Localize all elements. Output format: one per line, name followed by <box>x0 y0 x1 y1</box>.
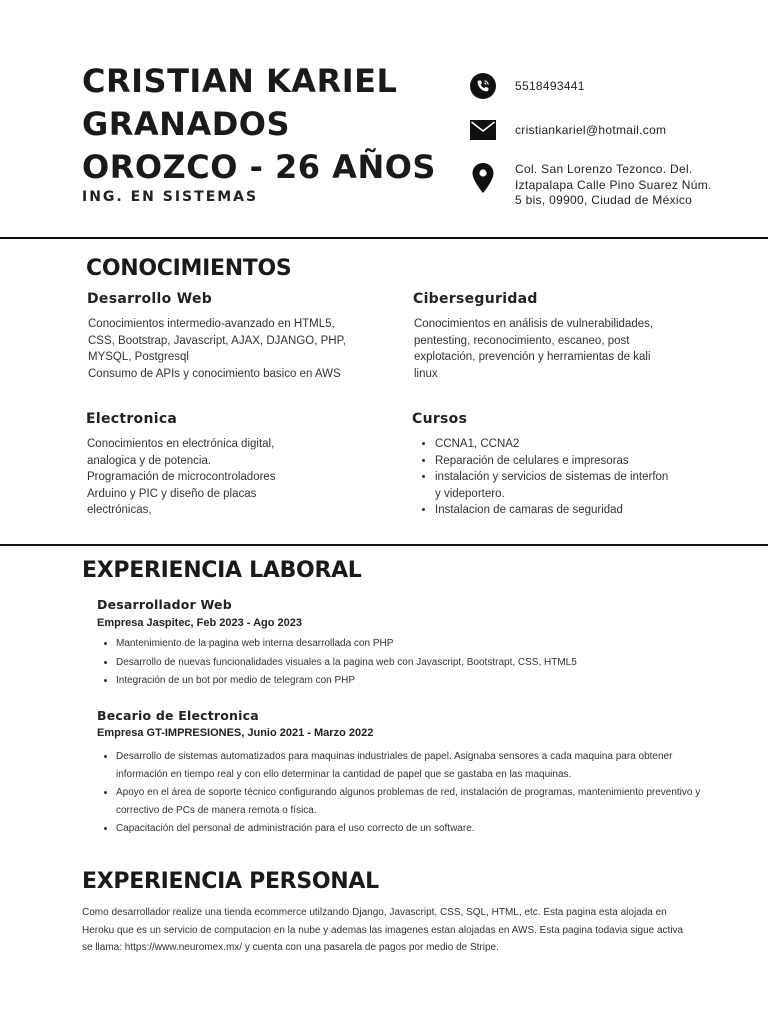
list-item: • Apoyo en el área de soporte técnico configurando algunos problemas de red, instalación de programas, mantenimiento preventivo y correctivo de PCs de manera remota o física. <box>116 784 716 819</box>
section-title-experiencia-laboral: EXPERIENCIA LABORAL <box>82 558 362 583</box>
list-item: • instalación y servicios de sistemas de interfon y videportero. <box>435 469 675 502</box>
skill-text-electronica: Conocimientos en electrónica digital, analogica y de potencia. Programación de microcontroladores Arduino y PIC y diseño de placas electrónicas, <box>87 438 276 516</box>
job-company: Empresa GT-IMPRESIONES, Junio 2021 - Marzo 2022 <box>97 727 374 739</box>
envelope-icon <box>470 120 496 140</box>
job-title: Desarrollador Web <box>97 597 232 612</box>
skill-title-cursos: Cursos <box>412 411 468 427</box>
divider <box>0 237 768 239</box>
section-title-conocimientos: CONOCIMIENTOS <box>86 256 292 281</box>
candidate-title: ING. EN SISTEMAS <box>82 189 259 205</box>
list-item: • Reparación de celulares e impresoras <box>435 453 675 470</box>
skill-title-ciberseguridad: Ciberseguridad <box>413 291 538 307</box>
section-title-experiencia-personal: EXPERIENCIA PERSONAL <box>82 869 379 894</box>
list-item: • Instalacion de camaras de seguridad <box>435 502 675 519</box>
job-duties-list <box>97 748 716 839</box>
list-item: • Desarrollo de nuevas funcionalidades visuales a la pagina web con Javascript, Bootstrapt, CSS, HTML5 <box>116 654 716 672</box>
list-item: • Integración de un bot por medio de telegram con PHP <box>116 672 716 690</box>
skill-title-web: Desarrollo Web <box>87 291 213 307</box>
skill-text-web: Conocimientos intermedio-avanzado en HTML5, CSS, Bootstrap, Javascript, AJAX, DJANGO, PHP, MYSQL, Postgresql Consumo de APIs y conocimiento basico en AWS <box>88 318 346 380</box>
candidate-name: CRISTIAN KARIEL GRANADOS OROZCO - 26 AÑOS <box>82 62 436 186</box>
list-item: • Mantenimiento de la pagina web interna desarrollada con PHP <box>116 635 716 653</box>
divider <box>0 544 768 546</box>
personal-experience-text: Como desarrollador realize una tienda ecommerce utilzando Django, Javascript, CSS, SQL, HTML, etc. Esta pagina esta alojada en Heroku que es un servicio de computacion en la nube y ademas las imagenes estan alojadas en AWS. Esta pagina todavia sigue activa se llama: https://www.neuromex.mx/ y cuenta con una pasarela de pagos por medio de Stripe. <box>82 907 684 953</box>
list-item: • Desarrollo de sistemas automatizados para maquinas industriales de papel. Asignaba sensores a cada maquina para obtener información en tiempo real y con ello determinar la cantidad de papel que se gastaba en las maquinas. <box>116 748 716 783</box>
job-title: Becario de Electronica <box>97 708 259 723</box>
postal-address: Col. San Lorenzo Tezonco. Del. Iztapalapa Calle Pino Suarez Núm. 5 bis, 09900, Ciudad de México <box>515 162 712 207</box>
job-duties-list <box>97 635 716 691</box>
phone-icon <box>470 73 496 99</box>
job-company: Empresa Jaspitec, Feb 2023 - Ago 2023 <box>97 617 303 629</box>
map-pin-icon <box>470 162 496 194</box>
skill-title-electronica: Electronica <box>86 411 178 427</box>
list-item: • CCNA1, CCNA2 <box>435 436 675 453</box>
skill-text-ciberseguridad: Conocimientos en análisis de vulnerabilidades, pentesting, reconocimiento, escaneo, post explotación, prevención y herramientas de kali linux <box>414 318 654 380</box>
cursos-list <box>414 436 675 519</box>
list-item: • Capacitación del personal de administración para el uso correcto de un software. <box>116 820 716 838</box>
email-address: cristiankariel@hotmail.com <box>515 123 667 137</box>
resume-header <box>0 0 768 238</box>
phone-number: 5518493441 <box>515 79 585 93</box>
